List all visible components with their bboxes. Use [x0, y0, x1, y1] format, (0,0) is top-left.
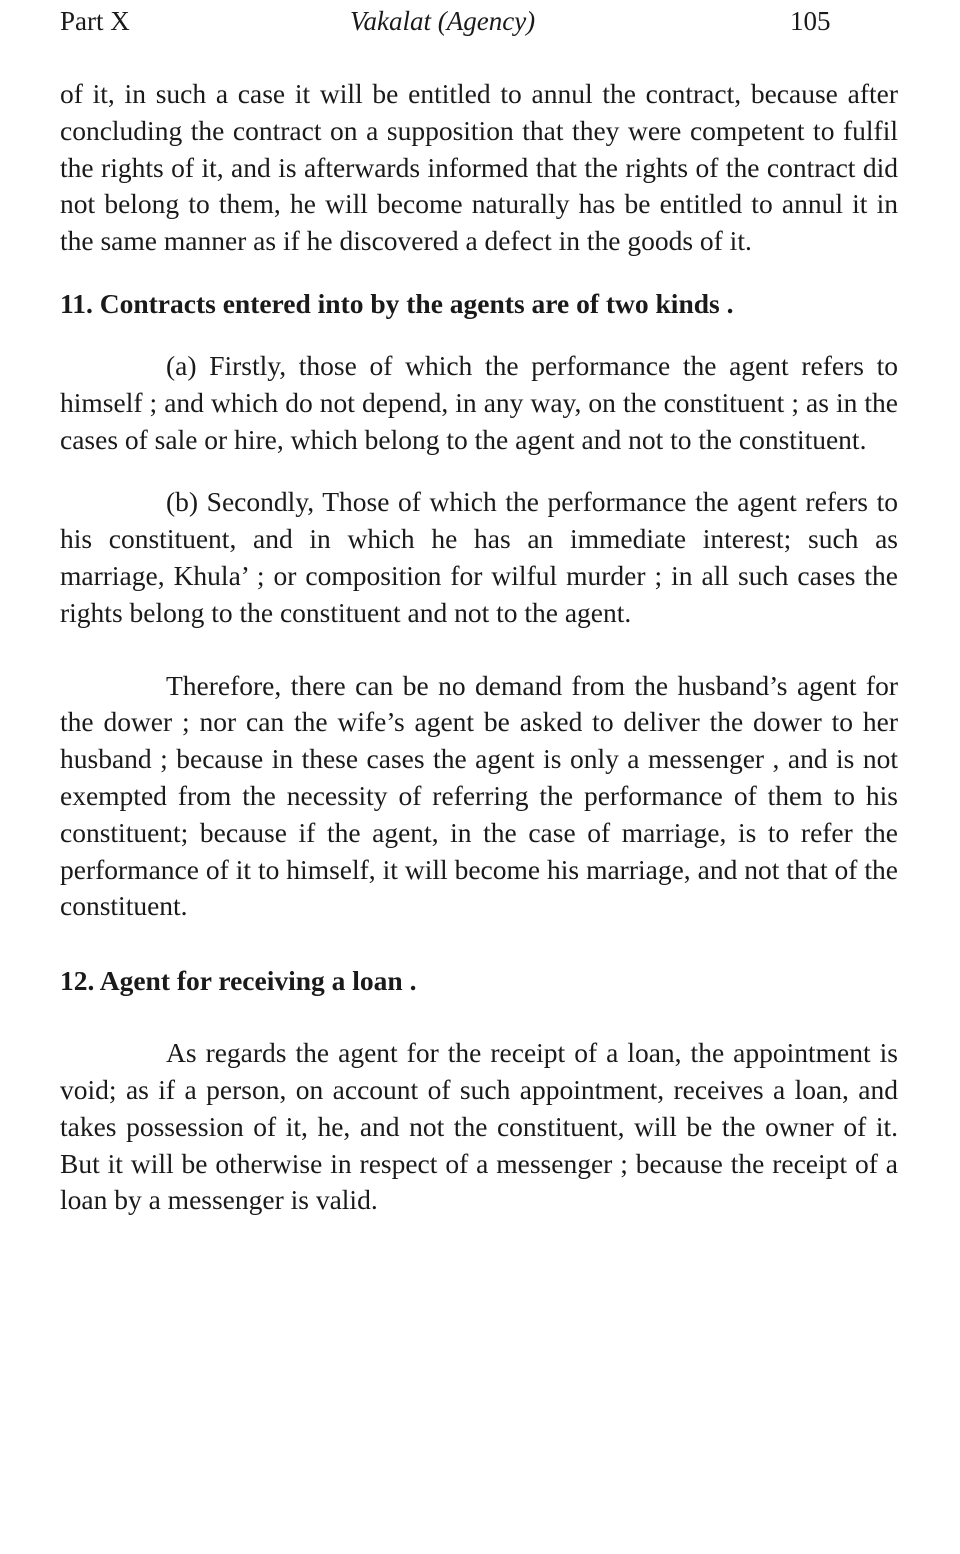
running-header	[60, 0, 898, 50]
document-page	[60, 0, 898, 1219]
section-11-paragraph-b: (b) Secondly, Those of which the performance the agent refers to his constituent, and in which he has an immediate interest; such as marriage, Khula’ ; or composition for wilful murder ; in all such cases the rights belong to the constituent and not to the agent.	[60, 486, 898, 628]
section-12-paragraph: As regards the agent for the receipt of a loan, the appointment is void; as if a person, on account of such appointment, receives a loan, and takes possession of it, he, and not the constituent, will be the owner of it. But it will be otherwise in respect of a messenger ; because the receipt of a loan by a messenger is valid.	[60, 1037, 898, 1216]
part-label: Part X	[60, 6, 130, 36]
section-12-heading: 12. Agent for receiving a loan .	[60, 965, 417, 997]
section-11-heading: 11. Contracts entered into by the agents are of two kinds .	[60, 287, 734, 319]
intro-paragraph: of it, in such a case it will be entitled to annul the contract, because after concluding the contract on a supposition that they were competent to fulfil the rights of it, and is afterwards informed that the rights of the contract did not belong to them, he will become naturally has be entitled to annul it in the same manner as if he discovered a defect in the goods of it.	[60, 78, 898, 257]
running-title: Vakalat (Agency)	[350, 6, 536, 36]
section-11-paragraph-a: (a) Firstly, those of which the performance the agent refers to himself ; and which do not depend, in any way, on the constituent ; as in the cases of sale or hire, which belong to the agent and not to the constituent.	[60, 349, 898, 455]
section-11-paragraph-therefore: Therefore, there can be no demand from the husband’s agent for the dower ; nor can the wife’s agent be asked to deliver the dower to her husband ; because in these cases the agent is only a messenger , and is not exempted from the necessity of referring the performance of them to his constituent; because if the agent, in the case of marriage, is to refer the performance of it to himself, it will become his marriage, and not that of the constituent.	[60, 669, 898, 922]
page-number: 105	[790, 6, 831, 36]
